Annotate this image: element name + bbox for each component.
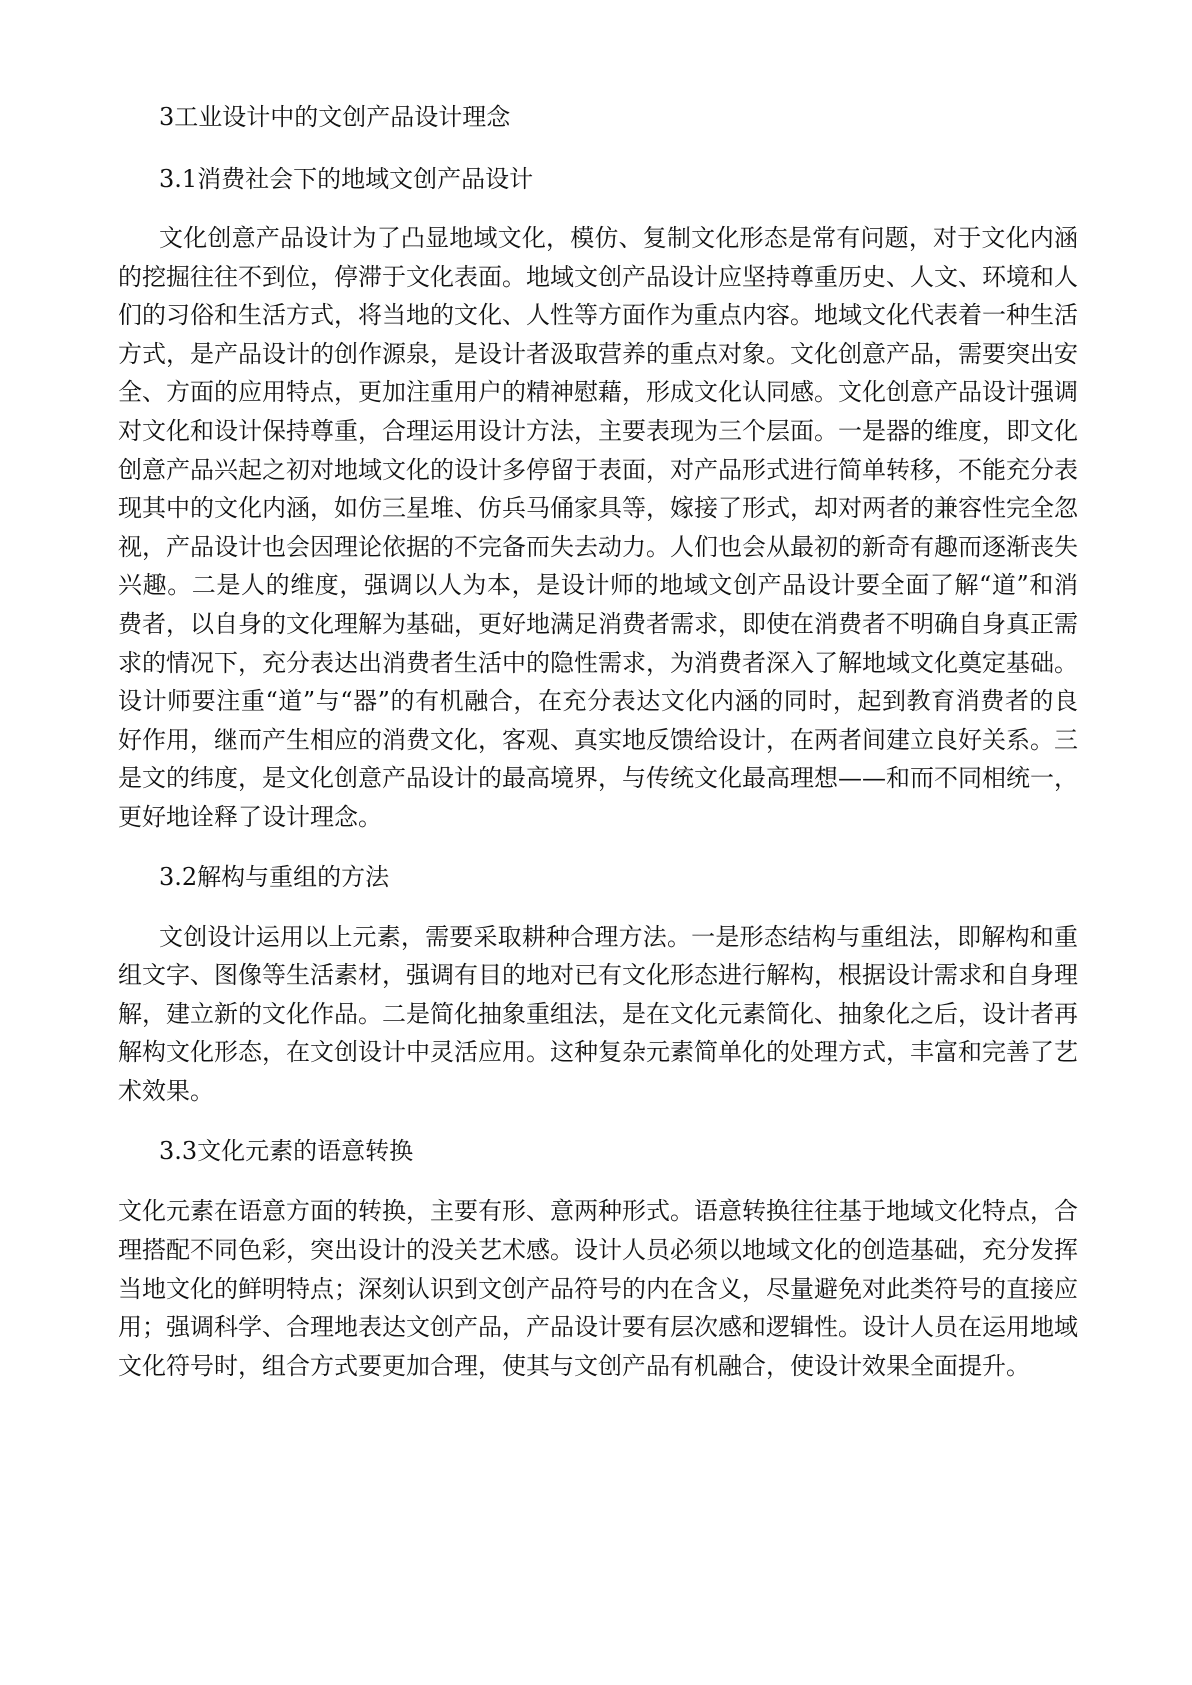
subsection-heading-3-1: 3.1消费社会下的地域文创产品设计 (159, 165, 534, 193)
document-page (118, 98, 1078, 1385)
section-heading: 3工业设计中的文创产品设计理念 (159, 103, 511, 131)
paragraph-3-1: 文化创意产品设计为了凸显地域文化，模仿、复制文化形态是常有问题，对于文化内涵的挖掘往往不到位，停滞于文化表面。地域文创产品设计应坚持尊重历史、人文、环境和人们的习俗和生活方式，将当地的文化、人性等方面作为重点内容。地域文化代表着一种生活方式，是产品设计的创作源泉，是设计者汲取营养的重点对象。文化创意产品，需要突出安全、方面的应用特点，更加注重用户的精神慰藉，形成文化认同感。文化创意产品设计强调对文化和设计保持尊重，合理运用设计方法，主要表现为三个层面。一是器的维度，即文化创意产品兴起之初对地域文化的设计多停留于表面，对产品形式进行简单转移，不能充分表现其中的文化内涵，如仿三星堆、仿兵马俑家具等，嫁接了形式，却对两者的兼容性完全忽视，产品设计也会因理论依据的不完备而失去动力。人们也会从最初的新奇有趣而逐渐丧失兴趣。二是人的维度，强调以人为本，是设计师的地域文创产品设计要全面了解“道”和消费者，以自身的文化理解为基础，更好地满足消费者需求，即使在消费者不明确自身真正需求的情况下，充分表达出消费者生活中的隐性需求，为消费者深入了解地域文化奠定基础。设计师要注重“道”与“器”的有机融合，在充分表达文化内涵的同时，起到教育消费者的良好作用，继而产生相应的消费文化，客观、真实地反馈给设计，在两者间建立良好关系。三是文的纬度，是文化创意产品设计的最高境界，与传统文化最高理想——和而不同相统一，更好地诠释了设计理念。 (118, 224, 1078, 831)
subsection-heading-3-2: 3.2解构与重组的方法 (159, 862, 390, 891)
paragraph-3-3: 文化元素在语意方面的转换，主要有形、意两种形式。语意转换往往基于地域文化特点，合理搭配不同色彩，突出设计的没关艺术感。设计人员必须以地域文化的创造基础，充分发挥当地文化的鲜明特点；深刻认识到文创产品符号的内在含义，尽量避免对此类符号的直接应用；强调科学、合理地表达文创产品，产品设计要有层次感和逻辑性。设计人员在运用地域文化符号时，组合方式要更加合理，使其与文创产品有机融合，使设计效果全面提升。 (118, 1197, 1078, 1380)
paragraph-3-2: 文创设计运用以上元素，需要采取耕种合理方法。一是形态结构与重组法，即解构和重组文字、图像等生活素材，强调有目的地对已有文化形态进行解构，根据设计需求和自身理解，建立新的文化作品。二是简化抽象重组法，是在文化元素简化、抽象化之后，设计者再解构文化形态，在文创设计中灵活应用。这种复杂元素简单化的处理方式，丰富和完善了艺术效果。 (118, 922, 1078, 1105)
subsection-heading-3-3: 3.3文化元素的语意转换 (159, 1137, 414, 1166)
